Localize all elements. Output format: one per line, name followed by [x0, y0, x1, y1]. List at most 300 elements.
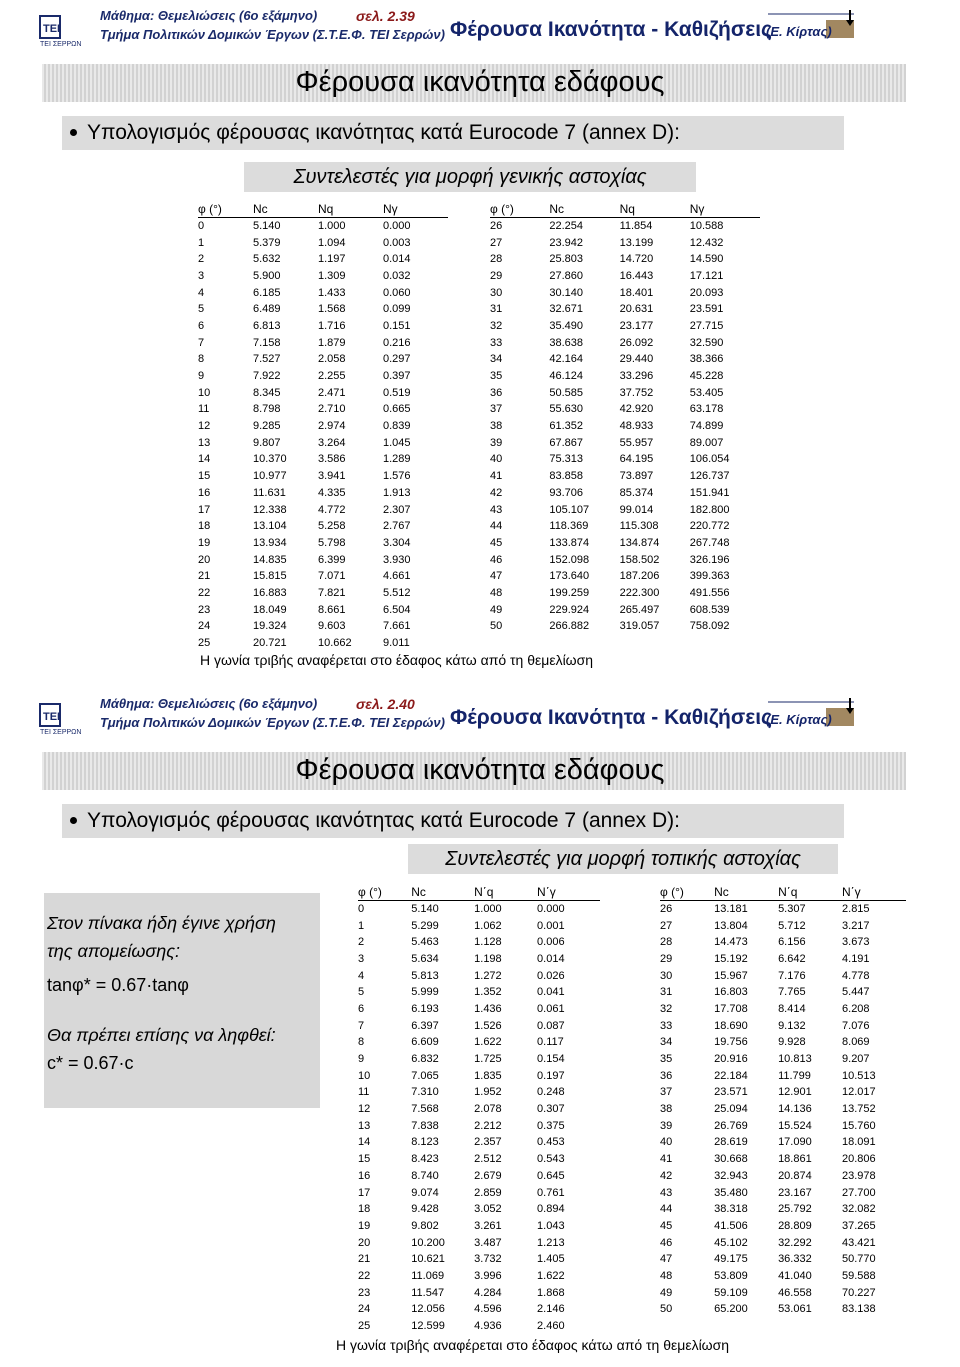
- table-cell: 2.212: [474, 1119, 502, 1132]
- table-cell: 2.460: [537, 1320, 565, 1333]
- table-cell: 38.638: [549, 336, 584, 349]
- table-cell: 8.069: [842, 1036, 870, 1049]
- table-subtitle: Συντελεστές για μορφή τοπικής αστοχίας: [408, 844, 838, 874]
- table-cell: 20.721: [253, 637, 287, 650]
- coefficients-table-right: [660, 884, 906, 1318]
- table-cell: 18: [358, 1203, 371, 1216]
- table-cell: 1.913: [383, 486, 411, 499]
- main-title: Φέρουσα ικανότητα εδάφους: [295, 66, 665, 98]
- table-cell: 11.854: [619, 219, 653, 232]
- table-cell: 2: [198, 253, 205, 266]
- table-row: [660, 1035, 906, 1052]
- bullet-line: [62, 116, 844, 150]
- table-cell: 32: [660, 1002, 673, 1015]
- table-cell: 13.181: [714, 902, 748, 915]
- table-cell: 105.107: [549, 503, 590, 516]
- table-row: [198, 535, 448, 552]
- table-cell: 0.032: [383, 269, 411, 282]
- table-cell: 0.154: [537, 1053, 565, 1066]
- table-row: [660, 1151, 906, 1168]
- table-cell: 36.332: [778, 1253, 812, 1266]
- table-cell: 0: [358, 902, 365, 915]
- table-subtitle: Συντελεστές για μορφή γενικής αστοχίας: [244, 162, 696, 192]
- table-cell: 6.185: [253, 286, 281, 299]
- table-cell: 0.519: [383, 386, 411, 399]
- table-cell: 9.603: [318, 620, 346, 633]
- table-cell: 9: [358, 1053, 365, 1066]
- table-row: [490, 235, 760, 252]
- table-cell: 5: [358, 986, 365, 999]
- table-cell: 89.007: [689, 436, 724, 449]
- table-cell: 1.526: [474, 1019, 502, 1032]
- box-formula-c: c* = 0.67·c: [47, 1053, 134, 1073]
- table-cell: 42.920: [619, 403, 654, 416]
- table-row: [660, 1285, 906, 1302]
- logo-text: ΤΕΙ ΣΕΡΡΩΝ: [40, 41, 82, 48]
- table-cell: 32.590: [689, 336, 724, 349]
- table-cell: 0.014: [383, 253, 411, 266]
- table-cell: 30.140: [549, 286, 584, 299]
- table-cell: 1.272: [474, 969, 502, 982]
- table-cell: 26.769: [714, 1119, 748, 1132]
- table-cell: 3.732: [474, 1253, 502, 1266]
- table-row: [490, 502, 760, 519]
- table-cell: 2.512: [474, 1153, 502, 1166]
- column-header: N΄q: [778, 884, 842, 901]
- table-row: [490, 285, 760, 302]
- page-number: σελ. 2.40: [356, 696, 415, 712]
- table-cell: 8.423: [411, 1153, 439, 1166]
- table-row: [490, 385, 760, 402]
- box-line-1: Στον πίνακα ήδη έγινε χρήση: [47, 913, 276, 933]
- table-cell: 55.957: [619, 436, 654, 449]
- column-header: Nc: [253, 201, 318, 218]
- table-row: [660, 984, 906, 1001]
- table-cell: 1.000: [318, 219, 346, 232]
- table-row: [660, 1118, 906, 1135]
- table-cell: 2.974: [318, 420, 346, 433]
- table-cell: 3.941: [318, 470, 346, 483]
- table-cell: 115.308: [619, 520, 659, 533]
- table-row: [490, 368, 760, 385]
- table-cell: 0.001: [537, 919, 565, 932]
- table-cell: 12.338: [253, 503, 287, 516]
- table-cell: 3.586: [318, 453, 346, 466]
- bullet-line: [62, 804, 844, 838]
- table-cell: 0.375: [537, 1119, 565, 1132]
- table-cell: 23.571: [714, 1086, 748, 1099]
- table-cell: 43: [660, 1186, 673, 1199]
- table-cell: 45.102: [714, 1236, 748, 1249]
- table-cell: 5: [198, 303, 205, 316]
- table-cell: 10.370: [253, 453, 287, 466]
- table-cell: 1.622: [474, 1036, 502, 1049]
- table-cell: 22: [198, 586, 211, 599]
- table-cell: 1.879: [318, 336, 346, 349]
- table-cell: 53.405: [689, 386, 724, 399]
- column-header: N΄q: [474, 884, 537, 901]
- table-cell: 15.192: [714, 952, 748, 965]
- table-cell: 6.156: [778, 936, 806, 949]
- table-row: [490, 602, 760, 619]
- table-cell: 65.200: [714, 1303, 748, 1316]
- table-cell: 37.265: [842, 1219, 876, 1232]
- table-cell: 33.296: [619, 370, 654, 383]
- table-cell: 134.874: [619, 536, 660, 549]
- table-cell: 14: [358, 1136, 371, 1149]
- table-cell: 45: [490, 536, 503, 549]
- table-row: [358, 1068, 600, 1085]
- table-cell: 1.352: [474, 986, 502, 999]
- department-label: Τμήμα Πολιτικών Δομικών Έργων (Σ.Τ.Ε.Φ. ΤΕΙ Σερρών): [100, 27, 445, 42]
- table-cell: 3.261: [474, 1219, 502, 1232]
- table-cell: 3.052: [474, 1203, 502, 1216]
- table-cell: 11: [358, 1086, 370, 1099]
- table-row: [660, 1268, 906, 1285]
- table-cell: 13.752: [842, 1103, 876, 1116]
- table-cell: 61.352: [549, 420, 584, 433]
- table-cell: 0.543: [537, 1153, 565, 1166]
- table-row: [358, 1018, 600, 1035]
- table-row: [358, 1201, 600, 1218]
- table-cell: 30.668: [714, 1153, 748, 1166]
- table-cell: 48: [660, 1269, 673, 1282]
- table-cell: 6: [198, 319, 205, 332]
- table-row: [490, 335, 760, 352]
- table-header-row: [198, 201, 448, 218]
- table-row: [358, 1268, 600, 1285]
- table-row: [198, 402, 448, 419]
- table-cell: 4.596: [474, 1303, 502, 1316]
- table-cell: 10.200: [411, 1236, 445, 1249]
- table-cell: 6.399: [318, 553, 346, 566]
- table-cell: 36: [490, 386, 503, 399]
- table-cell: 7.176: [778, 969, 806, 982]
- table-cell: 758.092: [689, 620, 730, 633]
- table-cell: 46: [490, 553, 503, 566]
- table-cell: 50.585: [549, 386, 584, 399]
- table-cell: 0.894: [537, 1203, 565, 1216]
- author-label: (Ε. Κίρτας): [766, 712, 832, 727]
- table-cell: 29.440: [619, 353, 654, 366]
- table-cell: 20.806: [842, 1153, 876, 1166]
- table-row: [358, 1285, 600, 1302]
- table-cell: 50.770: [842, 1253, 876, 1266]
- table-cell: 13.934: [253, 536, 287, 549]
- table-cell: 9.011: [383, 637, 410, 650]
- table-cell: 13: [198, 436, 211, 449]
- table-row: [358, 1151, 600, 1168]
- table-cell: 0.117: [537, 1036, 564, 1049]
- table-cell: 47: [660, 1253, 673, 1266]
- table-cell: 173.640: [549, 570, 590, 583]
- table-cell: 5.813: [411, 969, 439, 982]
- table-cell: 7: [198, 336, 205, 349]
- table-cell: 187.206: [619, 570, 660, 583]
- tei-logo: [38, 14, 94, 48]
- table-cell: 9: [198, 370, 205, 383]
- table-cell: 23: [358, 1286, 371, 1299]
- table-cell: 19: [358, 1219, 371, 1232]
- table-cell: 0.151: [383, 319, 411, 332]
- table-cell: 20.093: [689, 286, 724, 299]
- table-cell: 0.453: [537, 1136, 565, 1149]
- table-header-row: [490, 201, 760, 218]
- table-row: [198, 352, 448, 369]
- table-cell: 41.506: [714, 1219, 748, 1232]
- table-cell: 15: [358, 1153, 371, 1166]
- table-row: [660, 1251, 906, 1268]
- table-row: [198, 251, 448, 268]
- table-cell: 23: [198, 603, 211, 616]
- coefficients-table-left: [198, 201, 448, 652]
- table-cell: 2.146: [537, 1303, 565, 1316]
- course-label: Μάθημα: Θεμελιώσεις (6ο εξάμηνο): [100, 696, 318, 711]
- table-cell: 16.443: [619, 269, 654, 282]
- table-cell: 48.933: [619, 420, 654, 433]
- table-cell: 5.379: [253, 236, 281, 249]
- table-cell: 44: [660, 1203, 673, 1216]
- table-cell: 11.069: [411, 1269, 445, 1282]
- table-cell: 8.123: [411, 1136, 439, 1149]
- table-cell: 26: [660, 902, 673, 915]
- table-row: [198, 635, 448, 652]
- table-row: [198, 435, 448, 452]
- table-cell: 12.599: [411, 1320, 445, 1333]
- table-cell: 15.524: [778, 1119, 812, 1132]
- table-cell: 0.197: [537, 1069, 565, 1082]
- table-cell: 12: [198, 420, 211, 433]
- table-cell: 222.300: [619, 586, 660, 599]
- table-cell: 4: [358, 969, 365, 982]
- table-cell: 83.858: [549, 470, 584, 483]
- table-cell: 267.748: [689, 536, 730, 549]
- table-cell: 59.588: [842, 1269, 876, 1282]
- table-row: [198, 335, 448, 352]
- table-cell: 16: [198, 486, 211, 499]
- table-cell: 15.815: [253, 570, 287, 583]
- column-header: Nc: [549, 201, 619, 218]
- table-row: [358, 901, 600, 918]
- table-cell: 2: [358, 936, 365, 949]
- table-cell: 3.930: [383, 553, 411, 566]
- table-cell: 2.767: [383, 520, 411, 533]
- table-cell: 6.489: [253, 303, 281, 316]
- table-cell: 53.809: [714, 1269, 748, 1282]
- table-row: [198, 268, 448, 285]
- table-cell: 42.164: [549, 353, 584, 366]
- table-cell: 30: [660, 969, 673, 982]
- table-cell: 55.630: [549, 403, 584, 416]
- coefficients-table-right: [490, 201, 760, 635]
- table-cell: 31: [660, 986, 673, 999]
- table-cell: 0.645: [537, 1169, 565, 1182]
- table-cell: 9.207: [842, 1053, 870, 1066]
- column-header: Nq: [620, 201, 690, 218]
- table-row: [660, 1068, 906, 1085]
- table-cell: 3.487: [474, 1236, 502, 1249]
- table-cell: 6: [358, 1002, 365, 1015]
- table-row: [358, 1185, 600, 1202]
- table-cell: 0.397: [383, 370, 411, 383]
- table-row: [490, 218, 760, 235]
- table-row: [358, 1318, 600, 1335]
- table-row: [490, 485, 760, 502]
- reduction-note-box: [44, 893, 320, 1108]
- table-cell: 5.634: [411, 952, 439, 965]
- table-cell: 35.490: [549, 319, 584, 332]
- table-cell: 25: [358, 1320, 371, 1333]
- table-cell: 12.901: [778, 1086, 812, 1099]
- table-cell: 83.138: [842, 1303, 876, 1316]
- table-cell: 10.513: [842, 1069, 876, 1082]
- table-cell: 2.859: [474, 1186, 502, 1199]
- table-cell: 3.304: [383, 536, 411, 549]
- table-row: [198, 468, 448, 485]
- table-cell: 5.140: [253, 219, 281, 232]
- table-cell: 5.463: [411, 936, 439, 949]
- table-row: [660, 1101, 906, 1118]
- table-cell: 41.040: [778, 1269, 812, 1282]
- table-cell: 5.512: [383, 586, 411, 599]
- table-row: [358, 1035, 600, 1052]
- table-cell: 41: [660, 1153, 673, 1166]
- table-cell: 17.121: [689, 269, 724, 282]
- table-cell: 7.065: [411, 1069, 439, 1082]
- table-cell: 20: [358, 1236, 371, 1249]
- table-row: [358, 968, 600, 985]
- table-cell: 67.867: [549, 436, 584, 449]
- table-cell: 1.835: [474, 1069, 502, 1082]
- table-cell: 0.060: [383, 286, 411, 299]
- table-cell: 26: [490, 219, 503, 232]
- table-cell: 1.436: [474, 1002, 502, 1015]
- table-cell: 21: [358, 1253, 371, 1266]
- table-cell: 0.041: [537, 986, 565, 999]
- table-cell: 15.967: [714, 969, 748, 982]
- header-title: Φέρουσα Ικανότητα - Καθιζήσεις: [450, 18, 772, 41]
- table-cell: 5.798: [318, 536, 346, 549]
- table-row: [198, 552, 448, 569]
- table-row: [660, 1085, 906, 1102]
- table-row: [490, 518, 760, 535]
- table-cell: 3.673: [842, 936, 870, 949]
- table-cell: 10.588: [689, 219, 724, 232]
- table-cell: 16: [358, 1169, 371, 1182]
- table-cell: 19.756: [714, 1036, 748, 1049]
- table-cell: 19: [198, 536, 211, 549]
- table-cell: 608.539: [689, 603, 730, 616]
- table-cell: 32.671: [549, 303, 584, 316]
- table-row: [358, 1101, 600, 1118]
- table-cell: 1.868: [537, 1286, 565, 1299]
- table-header-row: [660, 884, 906, 901]
- box-formula-tan: tanφ* = 0.67·tanφ: [47, 975, 189, 995]
- table-cell: 14.720: [619, 253, 654, 266]
- table-cell: 35: [660, 1053, 673, 1066]
- table-row: [660, 1218, 906, 1235]
- table-cell: 16.803: [714, 986, 748, 999]
- table-cell: 8.740: [411, 1169, 439, 1182]
- table-cell: 73.897: [619, 470, 654, 483]
- table-cell: 1.405: [537, 1253, 565, 1266]
- table-cell: 4.661: [383, 570, 411, 583]
- table-cell: 2.679: [474, 1169, 502, 1182]
- table-cell: 25.094: [714, 1103, 748, 1116]
- table-cell: 3.264: [318, 436, 346, 449]
- table-cell: 13: [358, 1119, 371, 1132]
- footnote: Η γωνία τριβής αναφέρεται στο έδαφος κάτω από τη θεμελίωση: [336, 1337, 730, 1353]
- table-cell: 17.708: [714, 1002, 748, 1015]
- footnote: Η γωνία τριβής αναφέρεται στο έδαφος κάτω από τη θεμελίωση: [200, 652, 594, 668]
- table-cell: 5.140: [411, 902, 439, 915]
- table-cell: 10: [198, 386, 211, 399]
- table-cell: 45.228: [689, 370, 724, 383]
- table-cell: 6.504: [383, 603, 411, 616]
- table-cell: 3: [198, 269, 205, 282]
- table-cell: 7.821: [318, 586, 346, 599]
- table-cell: 4.772: [318, 503, 346, 516]
- table-cell: 37.752: [619, 386, 654, 399]
- table-cell: 8.345: [253, 386, 281, 399]
- table-cell: 22.254: [549, 219, 584, 232]
- table-cell: 50: [490, 620, 503, 633]
- table-cell: 18.091: [842, 1136, 876, 1149]
- table-cell: 22.184: [714, 1069, 748, 1082]
- table-cell: 11.799: [778, 1069, 811, 1082]
- table-cell: 23.177: [619, 319, 654, 332]
- table-row: [358, 1302, 600, 1319]
- column-header: φ (°): [358, 884, 411, 901]
- table-cell: 42: [490, 486, 503, 499]
- table-cell: 3: [358, 952, 365, 965]
- table-cell: 38: [490, 420, 503, 433]
- table-cell: 35.480: [714, 1186, 748, 1199]
- table-cell: 9.802: [411, 1219, 439, 1232]
- table-cell: 6.208: [842, 1002, 870, 1015]
- table-cell: 39: [660, 1119, 673, 1132]
- table-row: [660, 1185, 906, 1202]
- table-cell: 10.813: [778, 1053, 812, 1066]
- table-cell: 1.576: [383, 470, 411, 483]
- table-cell: 28.619: [714, 1136, 748, 1149]
- table-cell: 70.227: [842, 1286, 876, 1299]
- table-cell: 106.054: [689, 453, 730, 466]
- table-cell: 9.074: [411, 1186, 439, 1199]
- table-cell: 8.414: [778, 1002, 806, 1015]
- table-cell: 326.196: [689, 553, 730, 566]
- table-cell: 38.318: [714, 1203, 748, 1216]
- table-cell: 99.014: [619, 503, 654, 516]
- svg-text:TEI: TEI: [43, 711, 61, 723]
- table-cell: 53.061: [778, 1303, 812, 1316]
- table-cell: 5.712: [778, 919, 806, 932]
- table-cell: 5.900: [253, 269, 281, 282]
- table-cell: 64.195: [619, 453, 654, 466]
- table-row: [660, 951, 906, 968]
- table-cell: 5.447: [842, 986, 870, 999]
- table-cell: 36: [660, 1069, 673, 1082]
- table-cell: 12.017: [842, 1086, 876, 1099]
- table-row: [198, 518, 448, 535]
- table-row: [358, 1168, 600, 1185]
- tei-logo: [38, 702, 94, 736]
- table-cell: 1.213: [537, 1236, 565, 1249]
- table-cell: 43.421: [842, 1236, 876, 1249]
- table-cell: 0.014: [537, 952, 565, 965]
- table-cell: 10.662: [318, 637, 352, 650]
- table-cell: 33: [490, 336, 503, 349]
